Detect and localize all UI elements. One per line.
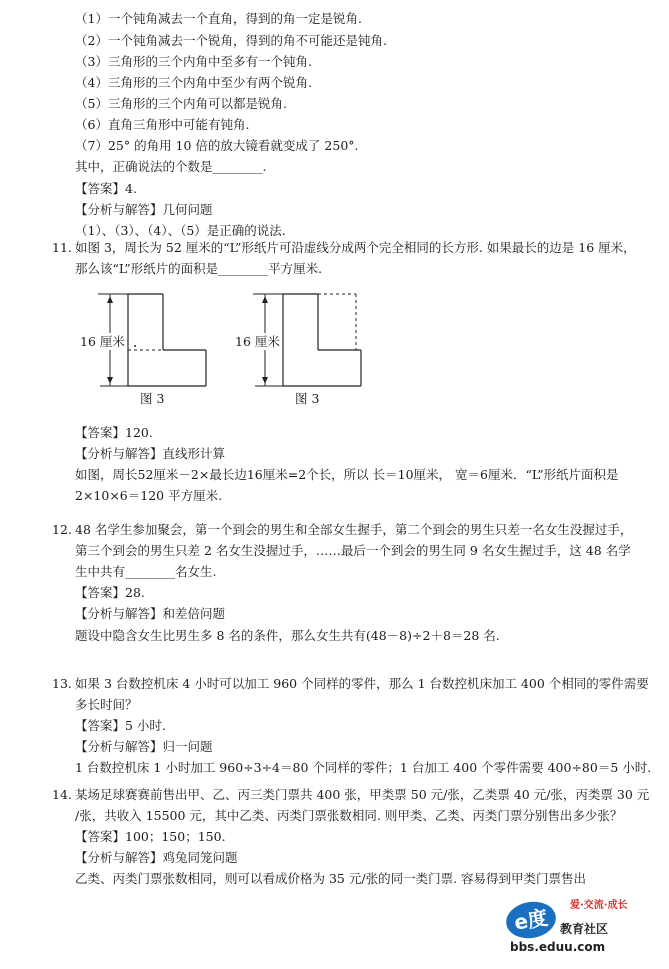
figure-left-caption: 图 3 xyxy=(140,391,165,406)
logo-brand: e度 xyxy=(512,905,550,935)
logo-slogan: 爱·交流·成长 xyxy=(570,900,628,911)
analysis-title-12: 【分析与解答】和差倍问题 xyxy=(75,606,226,621)
figure-left-label: 16 厘米 xyxy=(80,334,125,349)
question-number-12: 12. xyxy=(52,522,72,537)
statement-3: （3）三角形的三个内角中至多有一个钝角. xyxy=(75,54,312,69)
question-number-13: 13. xyxy=(52,676,72,691)
analysis-11-line-1: 如图，周长52厘米－2×最长边16厘米=2个长，所以 长＝10厘米， 宽＝6厘米．“L”形纸片面积是 xyxy=(75,467,619,482)
answer-14: 【答案】100；150；150. xyxy=(75,829,226,844)
question-11-line-2: 那么该“L”形纸片的面积是________平方厘米. xyxy=(75,261,323,276)
statement-4: （4）三角形的三个内角中至少有两个锐角. xyxy=(75,75,312,90)
logo-brand-mark xyxy=(503,898,558,942)
figure-right-label: 16 厘米 xyxy=(235,334,280,349)
statement-5: （5）三角形的三个内角可以都是锐角. xyxy=(75,96,287,111)
analysis-title-13: 【分析与解答】归一问题 xyxy=(75,739,213,754)
answer-13: 【答案】5 小时. xyxy=(75,718,166,733)
question-13-line-2: 多长时间？ xyxy=(75,697,138,712)
statement-1: （1）一个钝角减去一个直角，得到的角一定是锐角. xyxy=(75,11,362,26)
answer-11: 【答案】120. xyxy=(75,425,153,440)
analysis-12: 题设中隐含女生比男生多 8 名的条件，那么女生共有(48－8)÷2＋8＝28 名. xyxy=(75,628,500,643)
analysis-title-11: 【分析与解答】直线形计算 xyxy=(75,446,226,461)
question-12-line-2: 第三个到会的男生只差 2 名女生没握过手，……最后一个到会的男生同 9 名女生握过手，这 48 名学 xyxy=(75,543,631,558)
analysis-14: 乙类、丙类门票张数相同，则可以看成价格为 35 元/张的同一类门票. 容易得到甲类门票售出 xyxy=(75,871,587,886)
question-12-line-1: 48 名学生参加聚会，第一个到会的男生和全部女生握手，第二个到会的男生只差一名女生没握过手， xyxy=(75,522,633,537)
statement-7: （7）25° 的角用 10 倍的放大镜看就变成了 250°. xyxy=(75,138,359,153)
analysis-13: 1 台数控机床 1 小时加工 960÷3÷4＝80 个同样的零件；1 台加工 400 个零件需要 400÷80＝5 小时. xyxy=(75,760,652,775)
question-number-14: 14. xyxy=(52,787,72,802)
question-11-line-1: 如图 3，周长为 52 厘米的“L”形纸片可沿虚线分成两个完全相同的长方形. 如果最长的边是 16 厘米， xyxy=(75,240,636,255)
statement-2: （2）一个钝角减去一个锐角，得到的角不可能还是钝角. xyxy=(75,33,387,48)
question-12-line-3: 生中共有________名女生. xyxy=(75,564,217,579)
statement-6: （6）直角三角形中可能有钝角. xyxy=(75,117,250,132)
eduu-logo[interactable] xyxy=(478,892,648,962)
question-10: 其中，正确说法的个数是________. xyxy=(75,159,267,174)
analysis-11-line-2: 2×10×6＝120 平方厘米. xyxy=(75,488,223,503)
answer-10: 【答案】4. xyxy=(75,181,137,196)
logo-community: 教育社区 xyxy=(560,922,609,936)
figure-right-caption: 图 3 xyxy=(295,391,320,406)
question-14-line-2: /张，共收入 15500 元，其中乙类、丙类门票张数相同. 则甲类、乙类、丙类门票分别售出多少张？ xyxy=(75,808,623,823)
question-number-11: 11. xyxy=(52,240,72,255)
analysis-10: （1）、（3）、（4）、（5）是正确的说法. xyxy=(75,223,286,238)
analysis-title-10: 【分析与解答】几何问题 xyxy=(75,202,213,217)
analysis-title-14: 【分析与解答】鸡兔同笼问题 xyxy=(75,850,238,865)
logo-url: bbs.eduu.com xyxy=(510,940,606,954)
question-14-line-1: 某场足球赛赛前售出甲、乙、丙三类门票共 400 张，甲类票 50 元/张，乙类票 40 元/张，丙类票 30 元 xyxy=(75,787,650,802)
answer-12: 【答案】28. xyxy=(75,585,145,600)
question-13-line-1: 如果 3 台数控机床 4 小时可以加工 960 个同样的零件，那么 1 台数控机床加工 400 个相同的零件需要 xyxy=(75,676,649,691)
